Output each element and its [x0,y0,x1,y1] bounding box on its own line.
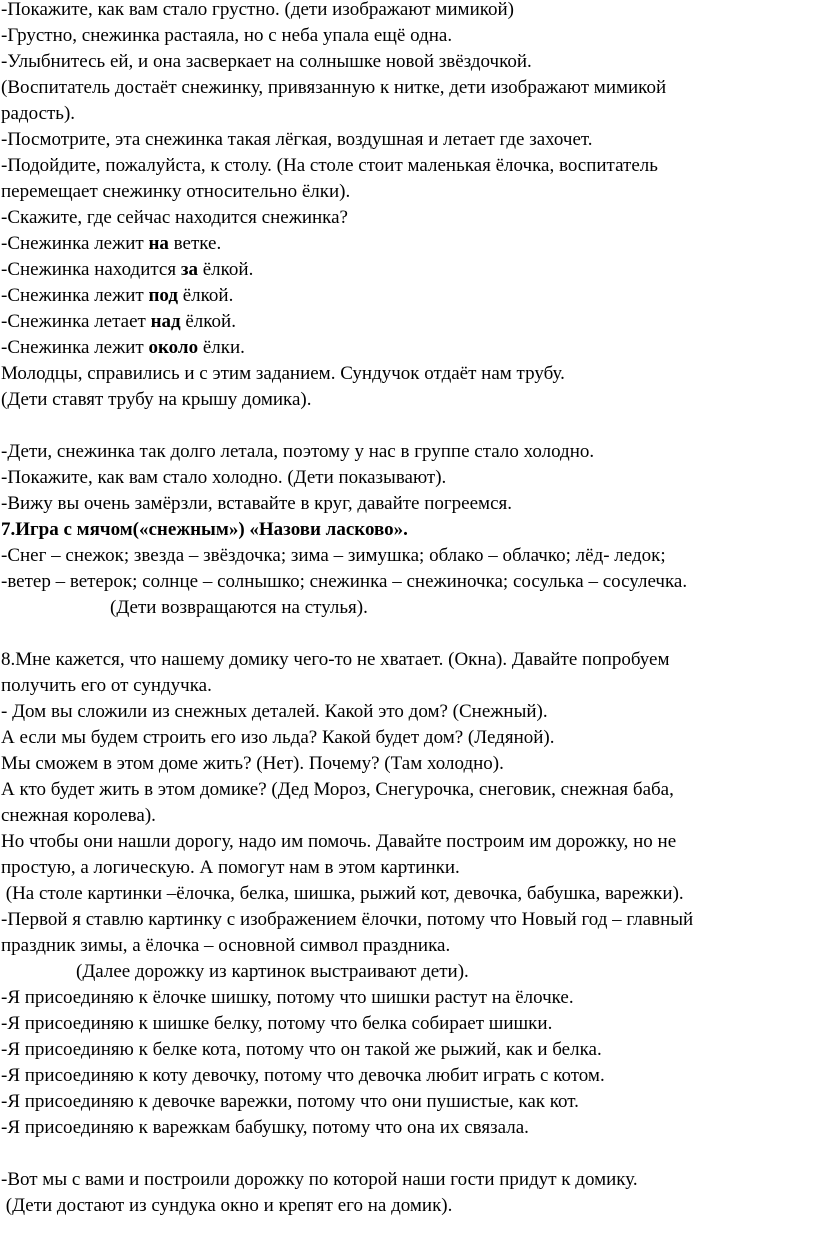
text-line: Мы сможем в этом доме жить? (Нет). Почему? (Там холодно). [1,753,504,774]
text-line: -Я присоединяю к коту девочку, потому что девочка любит играть с котом. [1,1065,605,1086]
blank-line [1,413,812,439]
text-line: А если мы будем строить его изо льда? Какой будет дом? (Ледяной). [1,727,555,748]
blank-line [1,1141,812,1167]
text-line: (Воспитатель достаёт снежинку, привязанную к нитке, дети изображают мимикой [1,77,667,98]
preposition-line [1,283,812,309]
text-line: -Улыбнитесь ей, и она засверкает на солнышке новой звёздочкой. [1,51,532,72]
line-text: ёлкой. [180,311,236,332]
text-line: перемещает снежинку относительно ёлки). [1,181,351,202]
text-line: -Покажите, как вам стало холодно. (Дети показывают). [1,467,447,488]
text-line: 8.Мне кажется, что нашему домику чего-то не хватает. (Окна). Давайте попробуем [1,649,670,670]
line-text: -Снежинка находится [1,259,181,280]
text-line: простую, а логическую. А помогут нам в этом картинки. [1,857,460,878]
line-text: ёлкой. [177,285,234,306]
text-line: - Дом вы сложили из снежных деталей. Какой это дом? (Снежный). [1,701,548,722]
line-text: ёлкой. [197,259,254,280]
line-text: -Снежинка лежит [1,337,149,358]
line-text: -Снежинка лежит [1,285,149,306]
text-line: Молодцы, справились и с этим заданием. Сундучок отдаёт нам трубу. [1,363,565,384]
text-line: Но чтобы они нашли дорогу, надо им помочь. Давайте построим им дорожку, но не [1,831,677,852]
text-line: -Вот мы с вами и построили дорожку по которой наши гости придут к домику. [1,1169,638,1190]
text-line: радость). [1,103,76,124]
text-line: -Грустно, снежинка растаяла, но с неба упала ещё одна. [1,25,453,46]
preposition-bold: за [180,259,198,280]
text-line: -Дети, снежинка так долго летала, поэтому у нас в группе стало холодно. [1,441,595,462]
text-line: (Дети ставят трубу на крышу домика). [1,389,312,410]
text-line: -Я присоединяю к девочке варежки, потому что они пушистые, как кот. [1,1091,579,1112]
preposition-line [1,335,812,361]
text-line: (Далее дорожку из картинок выстраивают дети). [76,961,469,982]
text-line: (На столе картинки –ёлочка, белка, шишка, рыжий кот, девочка, бабушка, варежки). [1,883,684,904]
preposition-bold: над [150,311,181,332]
preposition-line [1,257,812,283]
text-line: получить его от сундучка. [1,675,212,696]
text-line: А кто будет жить в этом домике? (Дед Мороз, Снегурочка, снеговик, снежная баба, [1,779,674,800]
text-line: -Покажите, как вам стало грустно. (дети изображают мимикой) [1,0,514,20]
blank-line [1,621,812,647]
text-line: -Подойдите, пожалуйста, к столу. (На столе стоит маленькая ёлочка, воспитатель [1,155,658,176]
text-line: -Я присоединяю к ёлочке шишку, потому что шишки растут на ёлочке. [1,987,574,1008]
text-line: -Снег – снежок; звезда – звёздочка; зима – зимушка; облако – облачко; лёд- ледок; [1,545,666,566]
preposition-line [1,231,812,257]
preposition-bold: под [148,285,178,306]
text-line: -Посмотрите, эта снежинка такая лёгкая, воздушная и летает где захочет. [1,129,593,150]
line-text: -Снежинка летает [1,311,151,332]
text-line: -Вижу вы очень замёрзли, вставайте в круг, давайте погреемся. [1,493,512,514]
line-text: -Снежинка лежит [1,233,149,254]
text-line: -Я присоединяю к белке кота, потому что он такой же рыжий, как и белка. [1,1039,602,1060]
text-line: -Скажите, где сейчас находится снежинка? [1,207,348,228]
preposition-line [1,309,812,335]
text-line: (Дети возвращаются на стулья). [110,597,368,618]
preposition-bold: около [148,337,199,358]
text-line: -Первой я ставлю картинку с изображением ёлочки, потому что Новый год – главный [1,909,694,930]
text-line: -ветер – ветерок; солнце – солнышко; снежинка – снежиночка; сосулька – сосулечка. [1,571,688,592]
text-line: -Я присоединяю к шишке белку, потому что белка собирает шишки. [1,1013,553,1034]
text-line: -Я присоединяю к варежкам бабушку, потому что она их связала. [1,1117,529,1138]
heading-text: 7.Игра с мячом(«снежным») «Назови ласково». [1,519,408,540]
text-line: (Дети достают из сундука окно и крепят его на домик). [1,1195,453,1216]
line-text: ветке. [168,233,222,254]
preposition-bold: на [148,233,169,254]
section-heading [1,517,812,543]
text-line: снежная королева). [1,805,156,826]
text-line: праздник зимы, а ёлочка – основной символ праздника. [1,935,451,956]
line-text: ёлки. [198,337,245,358]
